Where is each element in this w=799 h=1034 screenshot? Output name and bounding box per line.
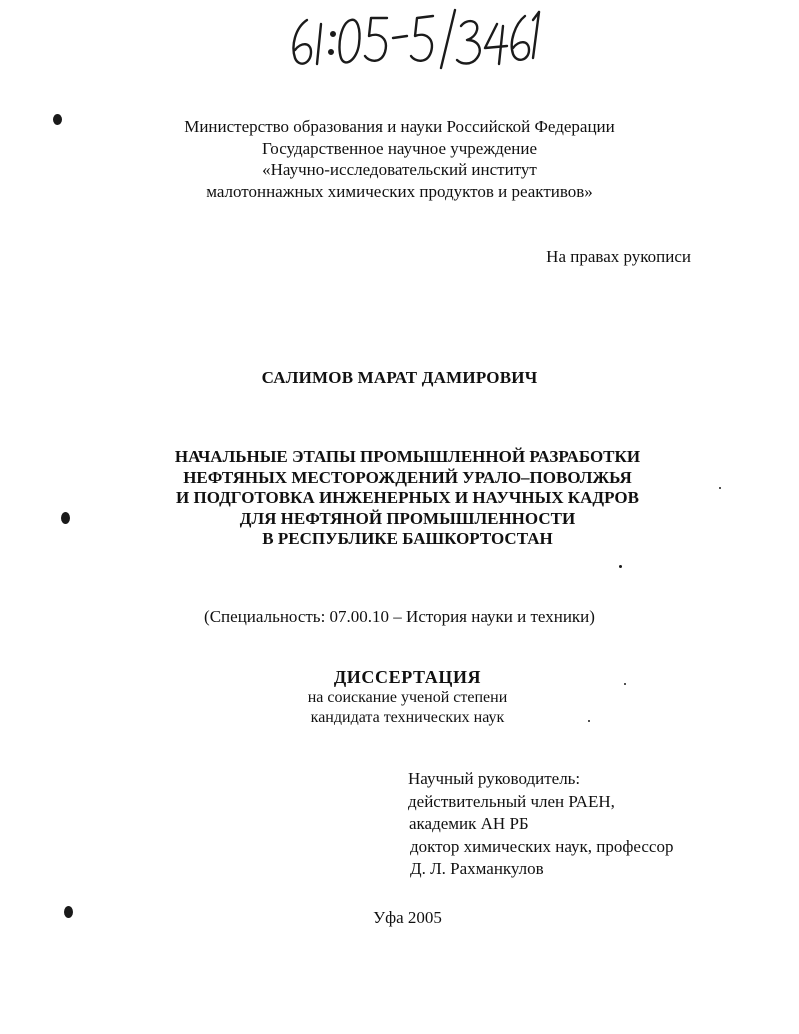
city-year: Уфа 2005 (373, 908, 442, 927)
degree-line-2: кандидата технических наук (310, 709, 505, 726)
title-line: НЕФТЯНЫХ МЕСТОРОЖДЕНИЙ УРАЛО–ПОВОЛЖЬЯ (183, 467, 632, 487)
document-type-label: ДИССЕРТАЦИЯ (333, 667, 482, 687)
supervisor-name: Д. Л. Рахманкулов (410, 859, 544, 878)
ministry-name: Министерство образования и науки Российской Федерации (184, 117, 615, 136)
degree-line-1: на соискание ученой степени (307, 689, 508, 706)
scan-speck (619, 565, 622, 568)
supervisor-degree: доктор химических наук, профессор (410, 836, 674, 856)
title-line: И ПОДГОТОВКА ИНЖЕНЕРНЫХ И НАУЧНЫХ КАДРОВ (176, 488, 639, 507)
supervisor-academy: академик АН РБ (409, 814, 529, 833)
supervisor-heading: Научный руководитель: (408, 769, 581, 788)
institution-header (0, 116, 799, 202)
handwritten-archive-code (285, 6, 545, 76)
scientific-supervisor (408, 768, 673, 881)
author-name: САЛИМОВ МАРАТ ДАМИРОВИЧ (261, 368, 538, 387)
manuscript-rights-note: На правах рукописи (546, 247, 691, 266)
handwritten-archive-code-drawing (285, 6, 545, 76)
title-line: НАЧАЛЬНЫЕ ЭТАПЫ ПРОМЫШЛЕННОЙ РАЗРАБОТКИ (174, 447, 641, 466)
specialty: (Специальность: 07.00.10 – История науки и техники) (204, 607, 595, 626)
supervisor-membership: действительный член РАЕН, (408, 791, 615, 811)
title-line: В РЕСПУБЛИКЕ БАШКОРТОСТАН (262, 529, 553, 548)
institute-name-line-2: малотоннажных химических продуктов и реактивов» (206, 181, 593, 201)
institute-name-line-1: «Научно-исследовательский институт (262, 160, 537, 179)
title-line: ДЛЯ НЕФТЯНОЙ ПРОМЫШЛЕННОСТИ (239, 508, 576, 528)
institution-type: Государственное научное учреждение (261, 138, 538, 158)
degree-description (8, 688, 799, 728)
dissertation-title (8, 447, 799, 550)
